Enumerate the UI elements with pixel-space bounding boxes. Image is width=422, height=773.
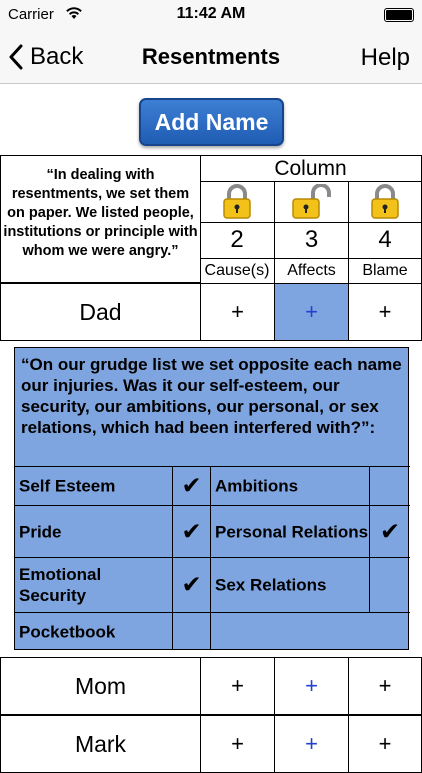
cause-plus-button[interactable]: + bbox=[201, 716, 275, 772]
affect-item[interactable]: Pocketbook bbox=[15, 612, 173, 650]
lock-open-icon bbox=[291, 184, 333, 220]
status-time: 11:42 AM bbox=[176, 5, 246, 22]
cause-plus-button[interactable]: + bbox=[201, 658, 275, 714]
affects-quote: “On our grudge list we set opposite each name our injuries. Was it our self-esteem, our security, our ambitions, our personal, or sex relations, which had been interfered with?”: bbox=[21, 355, 402, 437]
column-label: Blame bbox=[349, 258, 422, 283]
checkmark-icon: ✔ bbox=[181, 472, 202, 500]
affect-item[interactable]: Personal Relations bbox=[211, 505, 370, 557]
checkmark-toggle[interactable] bbox=[173, 612, 211, 650]
cause-plus-button[interactable]: + bbox=[201, 284, 275, 340]
row-name[interactable]: Mark bbox=[0, 716, 201, 772]
table-row bbox=[0, 657, 422, 715]
checkmark-toggle[interactable] bbox=[370, 466, 410, 505]
checkmark-toggle[interactable] bbox=[173, 466, 211, 505]
column-number: 3 bbox=[275, 222, 349, 258]
affects-plus-button[interactable]: + bbox=[275, 716, 349, 772]
status-bar bbox=[0, 0, 422, 30]
panel-empty-cell bbox=[211, 612, 410, 650]
affect-item[interactable]: Emotional Security bbox=[15, 557, 173, 612]
checkmark-toggle[interactable] bbox=[173, 557, 211, 612]
affect-item[interactable]: Ambitions bbox=[211, 466, 370, 505]
checkmark-icon: ✔ bbox=[379, 518, 401, 545]
row-name[interactable]: Dad bbox=[0, 284, 201, 340]
blame-plus-button[interactable]: + bbox=[349, 658, 422, 714]
affect-item[interactable]: Self Esteem bbox=[15, 466, 173, 505]
carrier-label: Carrier bbox=[8, 6, 54, 23]
lock-closed-icon bbox=[370, 184, 400, 220]
header-quote: “In dealing with resentments, we set them on paper. We listed people, institutions or principle with whom we were angry.” bbox=[0, 155, 201, 283]
blame-plus-button[interactable]: + bbox=[349, 716, 422, 772]
column-number: 4 bbox=[349, 222, 422, 258]
column-label: Affects bbox=[275, 258, 349, 283]
back-label: Back bbox=[30, 43, 84, 70]
lock-column-4[interactable] bbox=[349, 181, 422, 222]
blame-plus-button[interactable]: + bbox=[349, 284, 422, 340]
checkmark-icon: ✔ bbox=[181, 518, 202, 545]
affects-plus-button[interactable]: + bbox=[275, 658, 349, 714]
add-name-button[interactable]: Add Name bbox=[139, 98, 284, 146]
page-title: Resentments bbox=[141, 44, 281, 69]
table-row bbox=[0, 283, 422, 341]
affect-item[interactable]: Sex Relations bbox=[211, 557, 370, 612]
lock-column-2[interactable] bbox=[200, 181, 275, 222]
lock-column-3[interactable] bbox=[275, 181, 349, 222]
checkmark-icon: ✔ bbox=[181, 571, 202, 599]
lock-closed-icon bbox=[222, 184, 252, 220]
checkmark-toggle[interactable] bbox=[173, 505, 211, 557]
row-name[interactable]: Mom bbox=[0, 658, 201, 714]
column-number: 2 bbox=[200, 222, 275, 258]
affects-panel bbox=[14, 347, 409, 650]
affect-item[interactable]: Pride bbox=[15, 505, 173, 557]
table-row bbox=[0, 715, 422, 773]
navigation-bar bbox=[0, 30, 422, 84]
checkmark-toggle[interactable] bbox=[370, 557, 410, 612]
battery-icon bbox=[384, 8, 414, 22]
checkmark-toggle[interactable] bbox=[370, 505, 410, 557]
column-label: Cause(s) bbox=[200, 258, 275, 283]
column-header: Column bbox=[200, 155, 422, 182]
affects-plus-button[interactable]: + bbox=[275, 284, 349, 340]
help-button[interactable]: Help bbox=[360, 44, 410, 71]
